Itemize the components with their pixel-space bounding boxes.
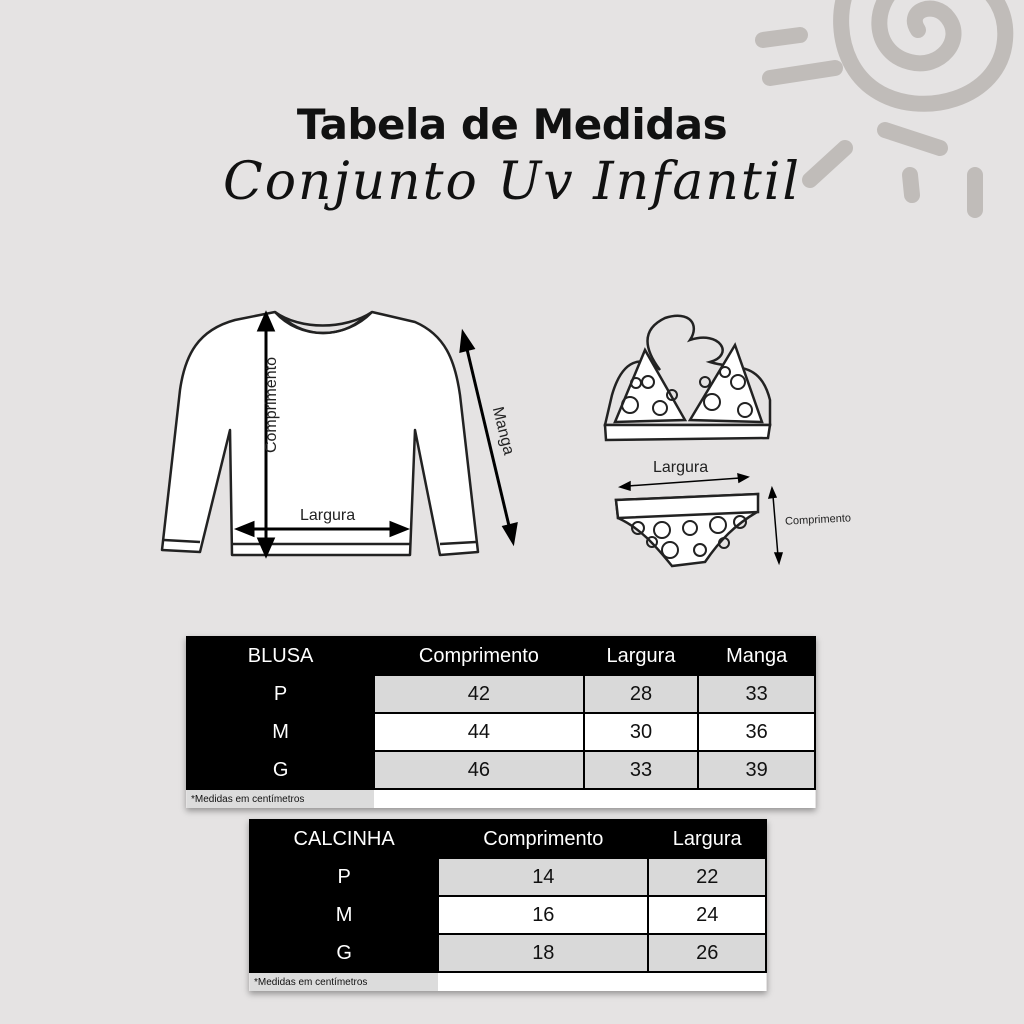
value-cell: 42 bbox=[374, 675, 583, 713]
table-note-row bbox=[187, 789, 815, 808]
page-title: Tabela de Medidas bbox=[296, 100, 728, 149]
measurement-note: *Medidas em centímetros bbox=[187, 789, 374, 808]
table-row bbox=[187, 751, 815, 789]
calcinha-size-table bbox=[249, 819, 767, 991]
value-cell: 33 bbox=[584, 751, 699, 789]
value-cell: 36 bbox=[698, 713, 815, 751]
size-cell: P bbox=[187, 675, 374, 713]
value-cell: 39 bbox=[698, 751, 815, 789]
bikini-top-icon bbox=[605, 316, 770, 440]
table-row bbox=[250, 896, 766, 934]
value-cell: 18 bbox=[438, 934, 648, 972]
size-cell: M bbox=[187, 713, 374, 751]
size-cell: P bbox=[250, 858, 438, 896]
value-cell: 24 bbox=[648, 896, 766, 934]
value-cell: 33 bbox=[698, 675, 815, 713]
calcinha-header-size: CALCINHA bbox=[250, 820, 438, 858]
table-note-row bbox=[250, 972, 766, 991]
calcinha-header-comprimento: Comprimento bbox=[438, 820, 648, 858]
size-cell: G bbox=[187, 751, 374, 789]
value-cell: 26 bbox=[648, 934, 766, 972]
value-cell: 16 bbox=[438, 896, 648, 934]
blusa-header-size: BLUSA bbox=[187, 637, 374, 675]
value-cell: 44 bbox=[374, 713, 583, 751]
value-cell: 30 bbox=[584, 713, 699, 751]
calcinha-header-largura: Largura bbox=[648, 820, 766, 858]
value-cell: 22 bbox=[648, 858, 766, 896]
table-header-row bbox=[250, 820, 766, 858]
value-cell: 28 bbox=[584, 675, 699, 713]
size-cell: M bbox=[250, 896, 438, 934]
bikini-bottom-icon bbox=[616, 494, 758, 566]
bottom-label-comprimento: Comprimento bbox=[784, 512, 852, 528]
page-subtitle: Conjunto Uv Infantil bbox=[222, 152, 802, 212]
table-row bbox=[250, 934, 766, 972]
bottom-label-largura: Largura bbox=[653, 459, 709, 476]
blank-cell bbox=[374, 789, 815, 808]
measurement-note: *Medidas em centímetros bbox=[250, 972, 438, 991]
shirt-label-largura: Largura bbox=[300, 507, 356, 524]
value-cell: 14 bbox=[438, 858, 648, 896]
table-header-row bbox=[187, 637, 815, 675]
blusa-header-manga: Manga bbox=[698, 637, 815, 675]
table-row bbox=[187, 713, 815, 751]
blusa-size-table bbox=[186, 636, 816, 808]
blank-cell bbox=[438, 972, 766, 991]
blusa-header-comprimento: Comprimento bbox=[374, 637, 583, 675]
table-row bbox=[187, 675, 815, 713]
table-row bbox=[250, 858, 766, 896]
value-cell: 46 bbox=[374, 751, 583, 789]
blusa-header-largura: Largura bbox=[584, 637, 699, 675]
shirt-label-comprimento: Comprimento bbox=[263, 356, 281, 454]
size-cell: G bbox=[250, 934, 438, 972]
shirt-label-manga: Manga bbox=[488, 405, 518, 457]
